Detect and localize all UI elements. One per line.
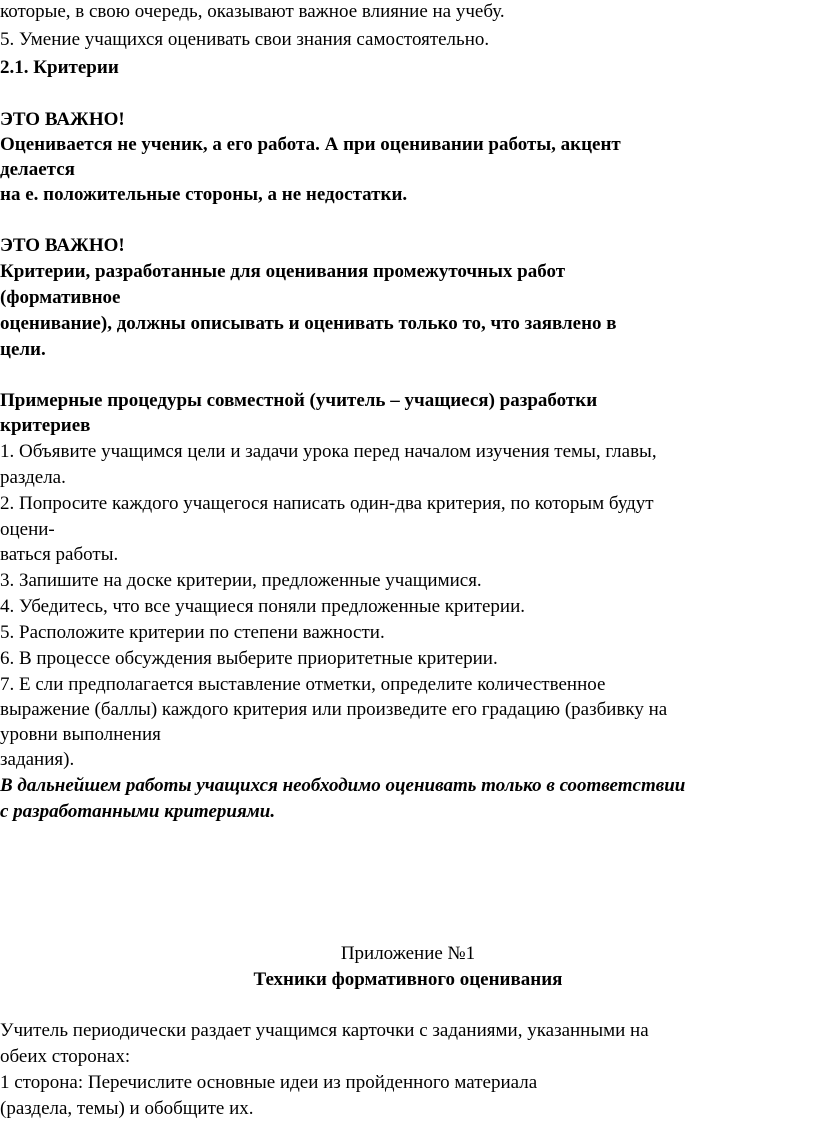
important-1-line: на е. положительные стороны, а не недостатки. [0,184,408,205]
procedure-line: 3. Запишите на доске критерии, предложенные учащимися. [0,570,482,591]
appendix-line: Учитель периодически раздает учащимся карточки с заданиями, указанными на [0,1020,649,1041]
criteria-heading: 2.1. Критерии [0,57,119,78]
important-2-title: ЭТО ВАЖНО! [0,235,125,256]
procedure-line: 4. Убедитесь, что все учащиеся поняли предложенные критерии. [0,596,525,617]
important-2-line: (формативное [0,287,121,308]
procedure-line: 7. Е сли предполагается выставление отметки, определите количественное [0,674,606,695]
important-1-line: Оценивается не ученик, а его работа. А при оценивании работы, акцент [0,134,621,155]
appendix-line: (раздела, темы) и обобщите их. [0,1098,254,1119]
procedure-line: раздела. [0,467,66,488]
procedure-line: уровни выполнения [0,724,161,745]
procedure-line: 5. Расположите критерии по степени важности. [0,622,385,643]
procedure-line: 6. В процессе обсуждения выберите приоритетные критерии. [0,648,498,669]
procedure-line: задания). [0,749,75,770]
appendix-line: обеих сторонах: [0,1046,131,1067]
important-2-line: цели. [0,339,46,360]
appendix-line: 1 сторона: Перечислите основные идеи из пройденного материала [0,1072,538,1093]
important-1-title: ЭТО ВАЖНО! [0,109,125,130]
appendix-label: Приложение №1 [340,943,476,964]
important-1-line: делается [0,159,75,180]
procedure-line: ваться работы. [0,544,119,565]
important-2-line: оценивание), должны описывать и оценивать только то, что заявлено в [0,313,617,334]
procedure-line: оцени- [0,519,55,540]
intro-line-2: 5. Умение учащихся оценивать свои знания самостоятельно. [0,29,490,50]
procedure-line: выражение (баллы) каждого критерия или произведите его градацию (разбивку на [0,699,668,720]
intro-line-1: которые, в свою очередь, оказывают важное влияние на учебу. [0,1,505,22]
procedure-line: 2. Попросите каждого учащегося написать один-два критерия, по которым будут [0,493,654,514]
procedures-heading: критериев [0,415,91,436]
procedures-note: с разработанными критериями. [0,801,276,822]
appendix-title: Техники формативного оценивания [253,969,563,990]
procedure-line: 1. Объявите учащимся цели и задачи урока перед началом изучения темы, главы, [0,441,657,462]
procedures-note: В дальнейшем работы учащихся необходимо оценивать только в соответствии [0,775,686,796]
important-2-line: Критерии, разработанные для оценивания промежуточных работ [0,261,566,282]
procedures-heading: Примерные процедуры совместной (учитель – учащиеся) разработки [0,390,598,411]
